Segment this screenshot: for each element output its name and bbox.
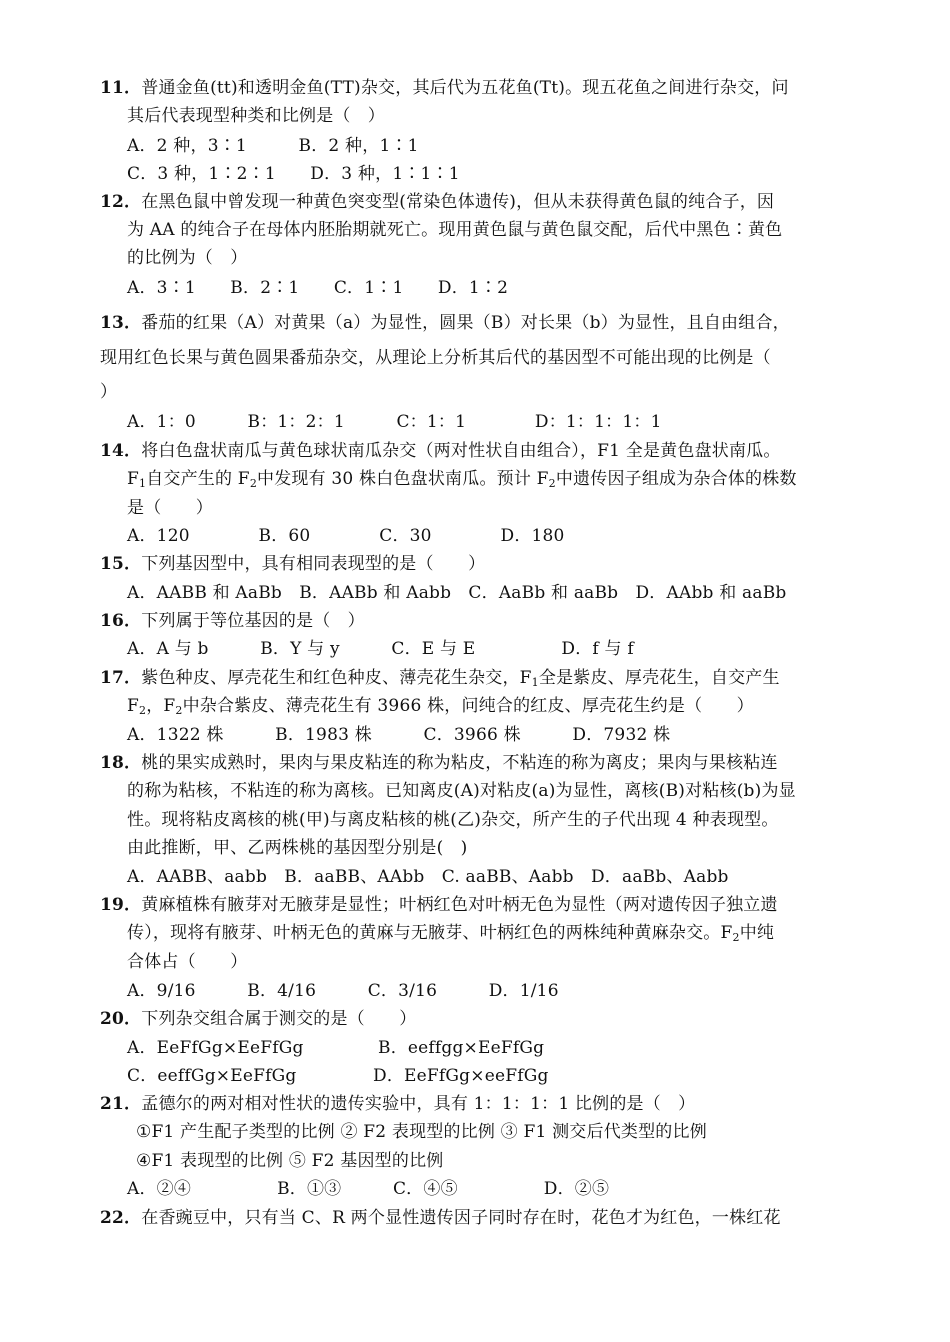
question-20-option-c: C．eeffGg×EeFfGg: [127, 1066, 297, 1086]
text: ，F: [146, 696, 176, 716]
question-number: 13．: [100, 313, 142, 333]
question-text: 下列杂交组合属于测交的是（ ）: [141, 1009, 417, 1029]
text: 中遗传因子组成为杂合体的株数: [555, 469, 797, 489]
question-number: 12．: [100, 192, 142, 212]
question-14-line-3: 是（ ）: [127, 498, 213, 518]
question-20-option-b: B．eeffgg×EeFfGg: [378, 1038, 545, 1058]
text: 传），现将有腋芽、叶柄无色的黄麻与无腋芽、叶柄红色的两株纯种黄麻杂交。F: [127, 923, 733, 943]
question-21-line-2: ①F1 产生配子类型的比例 ② F2 表现型的比例 ③ F1 测交后代类型的比例: [136, 1122, 707, 1142]
question-number: 18．: [100, 753, 142, 773]
question-18-line-2: 的称为粘核，不粘连的称为离核。已知离皮(A)对粘皮(a)为显性，离核(B)对粘核(b)为显: [127, 781, 796, 801]
question-number: 22．: [100, 1208, 142, 1228]
text: F: [127, 696, 139, 716]
question-13-line-2: 现用红色长果与黄色圆果番茄杂交，从理论上分析其后代的基因型不可能出现的比例是（: [100, 348, 771, 368]
question-11-line-2: 其后代表现型种类和比例是（ ）: [127, 106, 385, 126]
question-text: 黄麻植株有腋芽对无腋芽是显性；叶柄红色对叶柄无色为显性（两对遗传因子独立遗: [141, 895, 778, 915]
text: 中杂合紫皮、薄壳花生有 3966 株，问纯合的红皮、厚壳花生约是（ ）: [182, 696, 754, 716]
question-20-option-a: A．EeFfGg×EeFfGg: [127, 1038, 304, 1058]
question-13-line-3: ）: [100, 382, 118, 402]
question-number: 14．: [100, 441, 142, 461]
subscript: 2: [139, 704, 147, 717]
question-text: 将白色盘状南瓜与黄色球状南瓜杂交（两对性状自由组合），F1 全是黄色盘状南瓜。: [141, 441, 781, 461]
question-number: 19．: [100, 895, 142, 915]
question-number: 11．: [100, 78, 142, 98]
question-21-options: A．②④ B．①③ C．④⑤ D．②⑤: [127, 1179, 610, 1199]
question-21-line-3: ④F1 表现型的比例 ⑤ F2 基因型的比例: [136, 1151, 444, 1171]
question-18-options: A．AABB、aabb B．aaBB、AAbb C. aaBB、Aabb D．aaBb、Aabb: [127, 867, 729, 887]
question-text: 孟德尔的两对相对性状的遗传实验中，具有 1：1：1：1 比例的是（ ）: [141, 1094, 696, 1114]
question-14-line-1: [100, 440, 781, 462]
question-text: 下列属于等位基因的是（ ）: [141, 611, 365, 631]
subscript: 2: [175, 704, 183, 717]
question-text: 桃的果实成熟时，果肉与果皮粘连的称为粘皮，不粘连的称为离皮；果肉与果核粘连: [141, 753, 778, 773]
question-17-line-2: [127, 695, 754, 717]
question-text: 在香豌豆中，只有当 C、R 两个显性遗传因子同时存在时，花色才为红色，一株红花: [141, 1208, 781, 1228]
question-18-line-4: 由此推断，甲、乙两株桃的基因型分别是( ): [127, 838, 468, 858]
text: 中纯: [739, 923, 775, 943]
question-12-line-1: [100, 191, 774, 213]
question-17-options: A．1322 株 B．1983 株 C．3966 株 D．7932 株: [127, 725, 671, 745]
question-17-line-1: [100, 667, 780, 689]
subscript: 2: [249, 477, 258, 490]
question-21-line-1: [100, 1093, 695, 1115]
question-19-line-3: 合体占（ ）: [127, 952, 248, 972]
question-number: 16．: [100, 611, 142, 631]
question-11-options-2: C．3 种，1∶2∶1 D．3 种，1∶1∶1: [127, 164, 460, 184]
text: 自交产生的 F: [146, 469, 250, 489]
question-18-line-3: 性。现将粘皮离核的桃(甲)与离皮粘核的桃(乙)杂交，所产生的子代出现 4 种表现型。: [127, 810, 779, 830]
text: 中发现有 30 株白色盘状南瓜。预计 F: [257, 469, 549, 489]
question-14-options: A．120 B．60 C．30 D．180: [127, 526, 565, 546]
question-12-line-3: 的比例为（ ）: [127, 248, 248, 268]
question-13-options: A．1：0 B：1：2：1 C：1：1 D：1：1：1：1: [127, 412, 662, 432]
question-12-line-2: 为 AA 的纯合子在母体内胚胎期就死亡。现用黄色鼠与黄色鼠交配，后代中黑色∶黄色: [127, 220, 783, 240]
question-16-options: A．A 与 b B．Y 与 y C．E 与 E D．f 与 f: [127, 639, 634, 659]
question-22-line-1: [100, 1207, 781, 1229]
question-15-options: A．AABB 和 AaBb B．AABb 和 Aabb C．AaBb 和 aaBb D．AAbb 和 aaBb: [127, 583, 787, 603]
question-19-options: A．9/16 B．4/16 C．3/16 D．1/16: [127, 981, 559, 1001]
subscript: 1: [139, 477, 147, 490]
question-20-option-d: D．EeFfGg×eeFfGg: [373, 1066, 549, 1086]
question-text: 普通金鱼(tt)和透明金鱼(TT)杂交，其后代为五花鱼(Tt)。现五花鱼之间进行杂交，问: [141, 78, 789, 98]
question-number: 20．: [100, 1009, 142, 1029]
question-number: 15．: [100, 554, 142, 574]
question-19-line-2: [127, 922, 774, 944]
question-11-options-1: A．2 种，3∶1 B．2 种，1∶1: [127, 136, 419, 156]
question-number: 21．: [100, 1094, 142, 1114]
question-text: 在黑色鼠中曾发现一种黄色突变型(常染色体遗传)，但从未获得黄色鼠的纯合子，因: [141, 192, 775, 212]
text: F: [127, 469, 139, 489]
question-number: 17．: [100, 668, 142, 688]
question-18-line-1: [100, 752, 778, 774]
subscript: 2: [732, 931, 740, 944]
subscript: 2: [548, 477, 556, 490]
question-15-line-1: [100, 553, 485, 575]
text: 紫色种皮、厚壳花生和红色种皮、薄壳花生杂交，F: [141, 668, 532, 688]
question-13-line-1: [100, 312, 790, 334]
question-20-line-1: [100, 1008, 416, 1030]
question-12-options: A．3∶1 B．2∶1 C．1∶1 D．1∶2: [127, 278, 509, 298]
question-16-line-1: [100, 610, 365, 632]
question-text: 番茄的红果（A）对黄果（a）为显性，圆果（B）对长果（b）为显性，且自由组合，: [141, 313, 790, 333]
question-19-line-1: [100, 894, 778, 916]
text: 全是紫皮、厚壳花生，自交产生: [538, 668, 780, 688]
question-14-line-2: [127, 468, 797, 490]
subscript: 1: [531, 676, 539, 689]
question-11-line-1: [100, 77, 789, 99]
question-text: 下列基因型中，具有相同表现型的是（ ）: [141, 554, 486, 574]
